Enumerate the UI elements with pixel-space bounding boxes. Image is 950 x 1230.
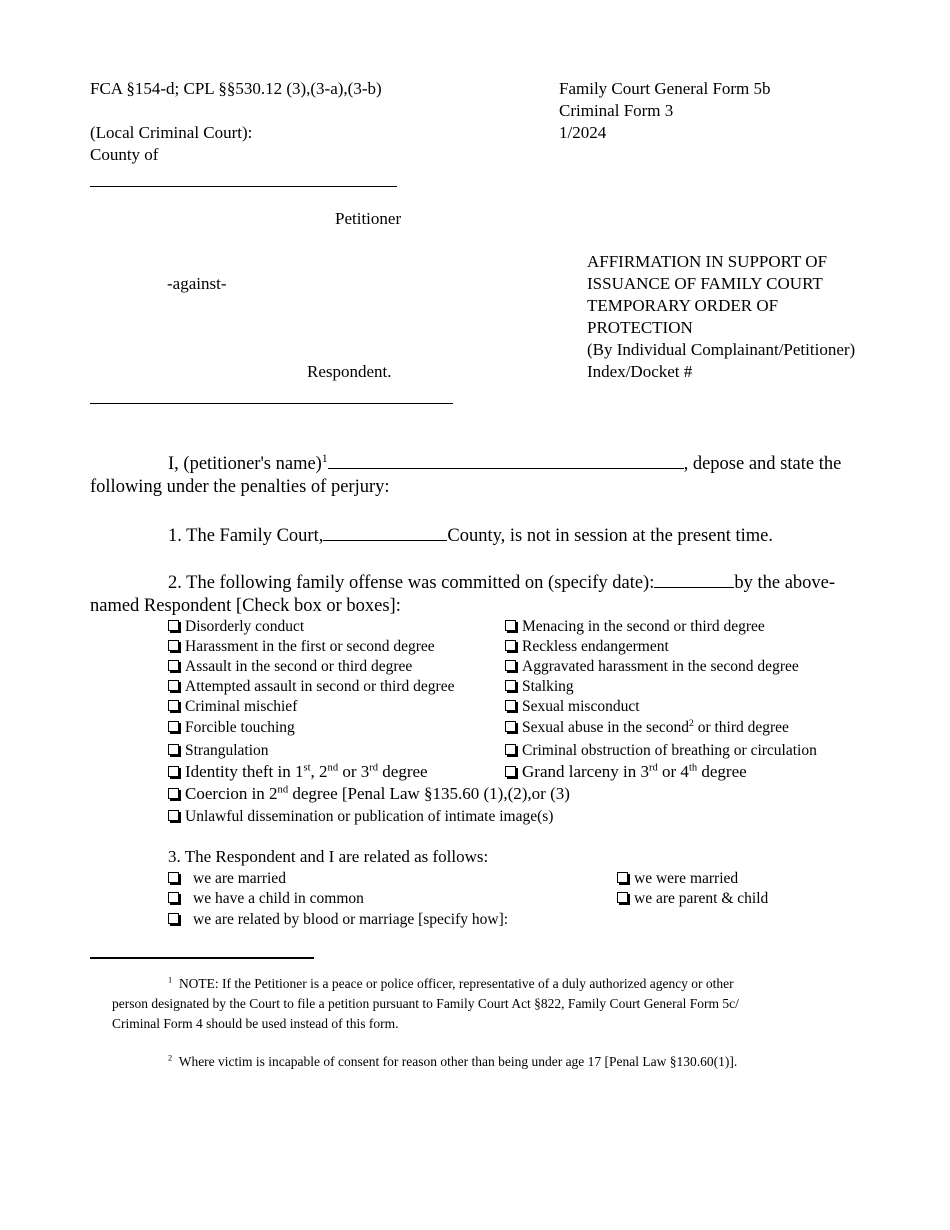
intro-line bbox=[168, 450, 841, 476]
family-court-county-field[interactable] bbox=[323, 522, 447, 541]
offense-option-dissemination[interactable]: Unlawful dissemination or publication of intimate image(s) bbox=[168, 807, 553, 827]
offense-option[interactable]: Disorderly conduct bbox=[168, 617, 304, 637]
offense-option[interactable]: Aggravated harassment in the second degree bbox=[505, 657, 799, 677]
relationship-option[interactable]: we were married bbox=[617, 869, 738, 889]
item2-line2: named Respondent [Check box or boxes]: bbox=[90, 596, 401, 616]
offense-option[interactable]: Sexual abuse in the second$^2$ or third degree bbox=[505, 718, 789, 738]
form-revision-date: 1/2024 bbox=[559, 123, 607, 142]
court-label: (Local Criminal Court): bbox=[90, 123, 253, 142]
offense-option-grand-larceny[interactable]: Grand larceny in 3rd or 4th degree bbox=[505, 761, 747, 783]
checkbox-icon[interactable] bbox=[168, 620, 179, 631]
checkbox-icon[interactable] bbox=[505, 721, 516, 732]
item2-prefix: 2. The following family offense was committed on (specify date): bbox=[168, 573, 655, 593]
checkbox-icon[interactable] bbox=[505, 660, 516, 671]
footnote-2-mark: 2 bbox=[168, 1053, 173, 1063]
offense-option[interactable]: Assault in the second or third degree bbox=[168, 657, 412, 677]
offense-option[interactable]: Stalking bbox=[505, 677, 574, 697]
offense-date-field[interactable] bbox=[654, 569, 734, 588]
checkbox-icon[interactable] bbox=[168, 640, 179, 651]
docket-label: Index/Docket # bbox=[587, 362, 693, 381]
relationship-option[interactable]: we have a child in common bbox=[168, 889, 364, 909]
checkbox-icon[interactable] bbox=[168, 913, 179, 924]
document-title-line4: PROTECTION bbox=[587, 318, 693, 337]
item1-line bbox=[168, 522, 773, 548]
county-label: County of bbox=[90, 145, 159, 164]
item1-prefix: 1. The Family Court, bbox=[168, 526, 324, 546]
item2-line bbox=[168, 569, 835, 595]
offense-option[interactable]: Criminal obstruction of breathing or circulation bbox=[505, 741, 817, 761]
footnote-separator bbox=[90, 957, 314, 959]
offense-option[interactable]: Criminal mischief bbox=[168, 697, 297, 717]
intro-prefix: I, (petitioner's name) bbox=[168, 454, 322, 474]
checkbox-icon[interactable] bbox=[168, 892, 179, 903]
offense-option[interactable]: Harassment in the first or second degree bbox=[168, 637, 435, 657]
checkbox-icon[interactable] bbox=[505, 680, 516, 691]
checkbox-icon[interactable] bbox=[505, 766, 516, 777]
checkbox-icon[interactable] bbox=[505, 744, 516, 755]
offense-option-identity-theft[interactable]: Identity theft in 1st, 2nd or 3rd degree bbox=[168, 761, 428, 783]
footnote-1-line1: $^1$ NOTE: If the Petitioner is a peace or police officer, representative of a duly authorized agency or other bbox=[168, 975, 734, 991]
checkbox-icon[interactable] bbox=[617, 892, 628, 903]
footnote-1-line2: person designated by the Court to file a petition pursuant to Family Court Act §822, Family Court General Form 5c/ bbox=[112, 996, 739, 1011]
item3-heading: 3. The Respondent and I are related as follows: bbox=[168, 847, 489, 866]
checkbox-icon[interactable] bbox=[168, 700, 179, 711]
county-blank-line[interactable] bbox=[90, 186, 397, 187]
offense-option[interactable]: Menacing in the second or third degree bbox=[505, 617, 765, 637]
footnote-1-mark: 1 bbox=[168, 975, 173, 985]
document-title-line3: TEMPORARY ORDER OF bbox=[587, 296, 779, 315]
footnote-2: $^2$ Where victim is incapable of consent for reason other than being under age 17 [Penal Law §130.60(1)]. bbox=[168, 1053, 738, 1069]
petitioner-label: Petitioner bbox=[335, 209, 402, 228]
checkbox-icon[interactable] bbox=[168, 680, 179, 691]
offense-option[interactable]: Forcible touching bbox=[168, 718, 295, 738]
offense-option-coercion[interactable]: Coercion in 2nd degree [Penal Law §135.60 (1),(2),or (3) bbox=[168, 783, 570, 805]
checkbox-icon[interactable] bbox=[505, 640, 516, 651]
footnote-1-line3: Criminal Form 4 should be used instead of this form. bbox=[112, 1016, 399, 1031]
intro-line2: following under the penalties of perjury: bbox=[90, 477, 390, 497]
checkbox-icon[interactable] bbox=[168, 810, 179, 821]
relationship-option[interactable]: we are parent & child bbox=[617, 889, 768, 909]
against-label: -against- bbox=[167, 274, 227, 293]
document-title-line1: AFFIRMATION IN SUPPORT OF bbox=[587, 252, 828, 271]
offense-option[interactable]: Reckless endangerment bbox=[505, 637, 669, 657]
document-subtitle: (By Individual Complainant/Petitioner) bbox=[587, 340, 856, 359]
respondent-label: Respondent. bbox=[307, 362, 392, 381]
footnote-ref-1: 1 bbox=[321, 452, 328, 465]
checkbox-icon[interactable] bbox=[505, 620, 516, 631]
checkbox-icon[interactable] bbox=[168, 788, 179, 799]
footnote-ref-2: 2 bbox=[689, 717, 694, 729]
criminal-form-number: Criminal Form 3 bbox=[559, 101, 674, 120]
checkbox-icon[interactable] bbox=[168, 744, 179, 755]
offense-option[interactable]: Attempted assault in second or third degree bbox=[168, 677, 454, 697]
item2-suffix: by the above- bbox=[734, 573, 836, 593]
petitioner-name-field[interactable] bbox=[328, 450, 684, 469]
form-name: Family Court General Form 5b bbox=[559, 79, 771, 98]
checkbox-icon[interactable] bbox=[168, 660, 179, 671]
document-title-line2: ISSUANCE OF FAMILY COURT bbox=[587, 274, 823, 293]
statute-citation: FCA §154-d; CPL §§530.12 (3),(3-a),(3-b) bbox=[90, 79, 382, 98]
checkbox-icon[interactable] bbox=[617, 872, 628, 883]
offense-option[interactable]: Sexual misconduct bbox=[505, 697, 640, 717]
relationship-option[interactable]: we are married bbox=[168, 869, 286, 889]
item1-suffix: County, is not in session at the present time. bbox=[447, 526, 773, 546]
checkbox-icon[interactable] bbox=[505, 700, 516, 711]
respondent-blank-line[interactable] bbox=[90, 403, 453, 404]
intro-suffix: , depose and state the bbox=[683, 454, 842, 474]
checkbox-icon[interactable] bbox=[168, 721, 179, 732]
checkbox-icon[interactable] bbox=[168, 872, 179, 883]
checkbox-icon[interactable] bbox=[168, 766, 179, 777]
relationship-option[interactable]: we are related by blood or marriage [specify how]: bbox=[168, 910, 508, 930]
offense-option[interactable]: Strangulation bbox=[168, 741, 269, 761]
